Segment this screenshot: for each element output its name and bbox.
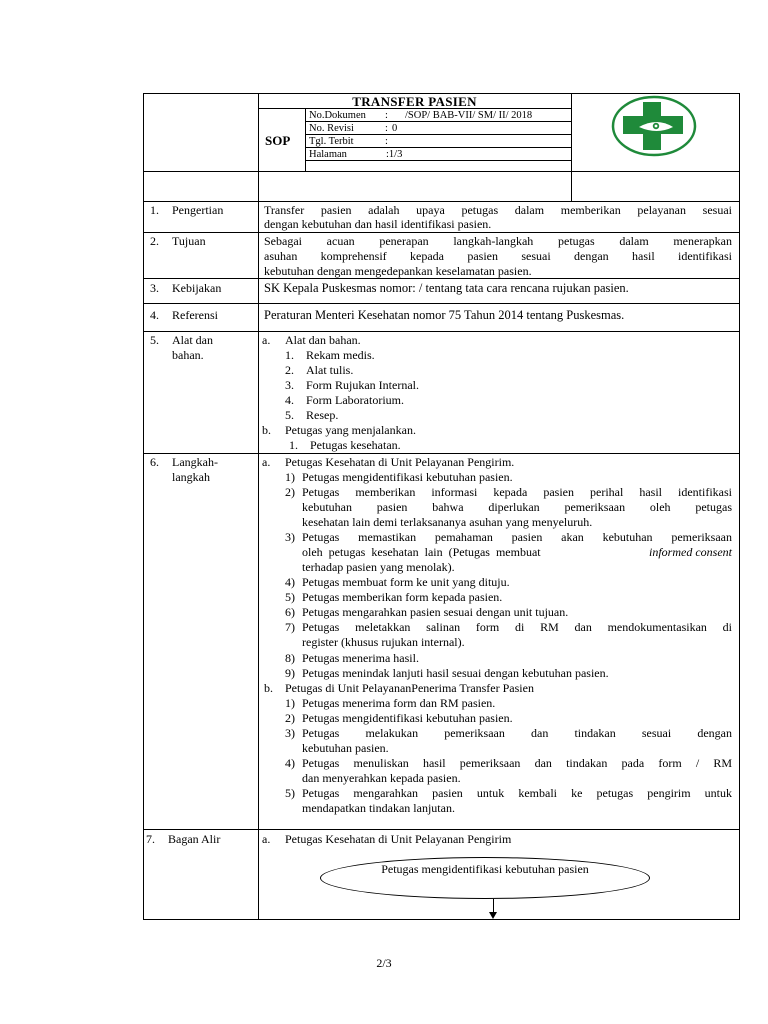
step-number: 9) [285, 666, 295, 680]
doc-number-label: No.Dokumen [309, 110, 366, 121]
page-label: Halaman [309, 149, 347, 160]
list-item: Petugas kesehatan. [310, 438, 401, 452]
col-divider [305, 108, 306, 171]
step-number: 5) [285, 590, 295, 604]
flowchart-arrow [493, 899, 494, 913]
list-item-number: 3. [285, 378, 294, 392]
step-text: kesehatan lain demi terlaksananya asuhan yang menyeluruh. [302, 515, 593, 529]
section-4-label: Referensi [172, 308, 218, 322]
list-item-number: 1. [285, 348, 294, 362]
revision-sep: : [385, 123, 388, 134]
step-number: 4) [285, 575, 295, 589]
list-item: Form Laboratorium. [306, 393, 404, 407]
list-marker: b. [262, 423, 271, 437]
step-number: 1) [285, 470, 295, 484]
section-2-text-line: kebutuhan dengan mengedepankan keselamatan pasien. [264, 264, 532, 278]
revision-label: No. Revisi [309, 123, 354, 134]
page-value: :1/3 [386, 149, 403, 160]
revision-value: 0 [392, 123, 398, 134]
section-7-label: Bagan Alir [168, 832, 221, 846]
col-divider [571, 93, 572, 201]
document-title: TRANSFER PASIEN [352, 94, 477, 109]
step-text: kebutuhan pasien bahwa diperlukan pemeriksaan oleh petugas [302, 500, 732, 514]
list-item-number: 4. [285, 393, 294, 407]
section-2-label: Tujuan [172, 234, 206, 248]
step-number: 3) [285, 726, 295, 740]
section-3-text: SK Kepala Puskesmas nomor: / tentang tata cara rencana rujukan pasien. [264, 281, 629, 295]
section-1-label: Pengertian [172, 203, 224, 217]
step-number: 6) [285, 605, 295, 619]
row-divider [143, 201, 740, 202]
section-6-number: 6. [150, 455, 159, 469]
list-item: Form Rujukan Internal. [306, 378, 419, 392]
step-text: Petugas mengidentifikasi kebutuhan pasien. [302, 711, 513, 725]
list-item-number: 2. [285, 363, 294, 377]
step-text: Petugas mengidentifikasi kebutuhan pasien. [302, 470, 513, 484]
issue-date-sep: : [385, 136, 388, 147]
flowchart-arrow-head-icon [489, 912, 497, 919]
list-heading: Alat dan bahan. [285, 333, 361, 347]
step-text: mendapatkan tindakan lanjutan. [302, 801, 455, 815]
row-divider [143, 331, 740, 332]
step-text: dan menyerahkan kepada pasien. [302, 771, 461, 785]
step-text: kebutuhan pasien. [302, 741, 389, 755]
section-4-text: Peraturan Menteri Kesehatan nomor 75 Tahun 2014 tentang Puskesmas. [264, 308, 625, 322]
step-text: Petugas memberikan form kepada pasien. [302, 590, 503, 604]
list-marker: a. [262, 455, 271, 469]
step-text [302, 545, 732, 560]
step-text: Petugas menuliskan hasil pemeriksaan dan tindakan pada form / RM [302, 756, 732, 770]
section-6-label: langkah [172, 470, 210, 484]
row-divider [143, 171, 740, 172]
row-divider [143, 232, 740, 233]
step-number: 2) [285, 711, 295, 725]
section-3-number: 3. [150, 281, 159, 295]
list-heading: Petugas yang menjalankan. [285, 423, 416, 437]
list-item-number: 1. [289, 438, 298, 452]
sop-label: SOP [265, 133, 291, 148]
step-text: terhadap pasien yang menolak). [302, 560, 455, 574]
row-divider [143, 453, 740, 454]
step-text: Petugas menerima hasil. [302, 651, 419, 665]
list-item: Resep. [306, 408, 339, 422]
list-item-number: 5. [285, 408, 294, 422]
step-text: Petugas memastikan pemahaman pasien akan kebutuhan pemeriksaan [302, 530, 732, 544]
step-number: 7) [285, 620, 295, 634]
section-1-text-line: Transfer pasien adalah upaya petugas dalam memberikan pelayanan sesuai [264, 203, 732, 217]
step-text-part: oleh petugas kesehatan lain (Petugas membuat [302, 545, 547, 559]
puskesmas-cross-logo-icon [611, 95, 697, 157]
step-text: register (khusus rujukan internal). [302, 635, 465, 649]
flowchart-start-node [320, 857, 650, 899]
step-number: 3) [285, 530, 295, 544]
section-3-label: Kebijakan [172, 281, 222, 295]
section-7-number: 7. [146, 832, 155, 846]
section-1-number: 1. [150, 203, 159, 217]
step-number: 2) [285, 485, 295, 499]
step-number: 8) [285, 651, 295, 665]
col-divider [258, 93, 259, 920]
flowchart-node-label: Petugas mengidentifikasi kebutuhan pasien [381, 862, 589, 876]
section-1-text-line: dengan kebutuhan dan hasil identifikasi pasien. [264, 217, 492, 231]
section-4-number: 4. [150, 308, 159, 322]
doc-number-value: /SOP/ BAB-VII/ SM/ II/ 2018 [405, 110, 533, 121]
issue-date-label: Tgl. Terbit [309, 136, 354, 147]
list-item: Alat tulis. [306, 363, 354, 377]
section-5-number: 5. [150, 333, 159, 347]
row-divider [143, 303, 740, 304]
step-text: Petugas mengarahkan pasien sesuai dengan unit tujuan. [302, 605, 569, 619]
list-item: Rekam medis. [306, 348, 375, 362]
section-2-text-line: Sebagai acuan penerapan langkah-langkah petugas dalam menerapkan [264, 234, 732, 248]
list-heading: Petugas Kesehatan di Unit Pelayanan Pengirim. [285, 455, 515, 469]
row-divider [143, 829, 740, 830]
step-number: 5) [285, 786, 295, 800]
section-5-label: Alat dan [172, 333, 213, 347]
list-heading: Petugas Kesehatan di Unit Pelayanan Pengirim [285, 832, 512, 846]
doc-number-sep: : [385, 110, 388, 121]
section-6-label: Langkah- [172, 455, 218, 469]
step-text: Petugas memberikan informasi kepada pasien perihal hasil identifikasi [302, 485, 732, 499]
page-number: 2/3 [376, 956, 392, 970]
section-2-text-line: asuhan komprehensif kepada pasien sesuai dengan hasil identifikasi [264, 249, 732, 263]
step-text: Petugas menerima form dan RM pasien. [302, 696, 496, 710]
step-text: Petugas meletakkan salinan form di RM dan mendokumentasikan di [302, 620, 732, 634]
step-number: 1) [285, 696, 295, 710]
step-text: Petugas melakukan pemeriksaan dan tindakan sesuai dengan [302, 726, 732, 740]
step-number: 4) [285, 756, 295, 770]
list-marker: a. [262, 832, 271, 846]
step-text: Petugas menindak lanjuti hasil sesuai dengan kebutuhan pasien. [302, 666, 609, 680]
step-text: Petugas membuat form ke unit yang dituju. [302, 575, 510, 589]
list-heading: Petugas di Unit PelayananPenerima Transfer Pasien [285, 681, 534, 695]
section-2-number: 2. [150, 234, 159, 248]
step-text: Petugas mengarahkan pasien untuk kembali ke petugas pengirim untuk [302, 786, 732, 800]
list-marker: b. [264, 681, 273, 695]
list-marker: a. [262, 333, 271, 347]
section-5-label: bahan. [172, 348, 204, 362]
step-text-italic: informed consent [649, 545, 732, 559]
